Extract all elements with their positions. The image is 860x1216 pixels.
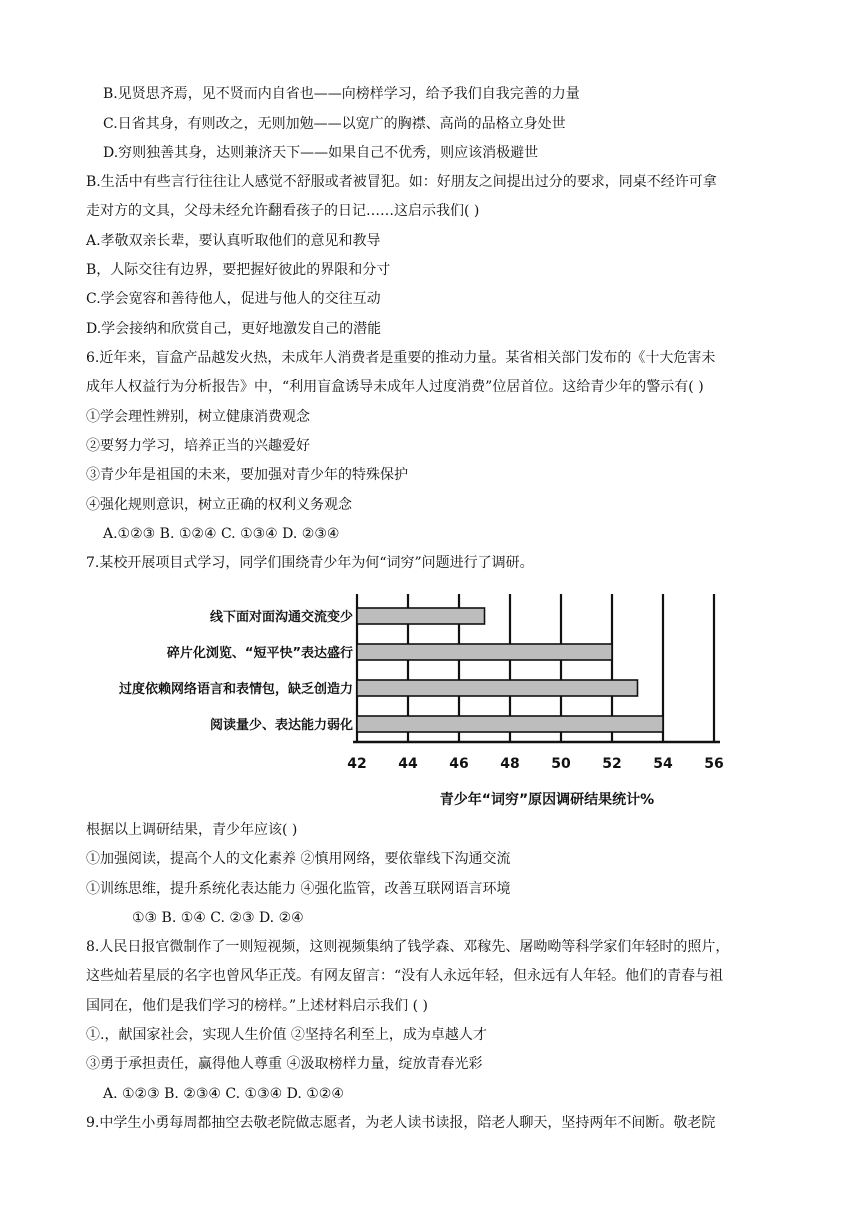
bar-chart-svg bbox=[92, 586, 736, 814]
x-tick-label: 52 bbox=[602, 756, 622, 772]
q6-item-3: ③青少年是祖国的未来，要加强对青少年的特殊保护 bbox=[86, 467, 408, 483]
q5-option-d: D.学会接纳和欣赏自己，更好地激发自己的潜能 bbox=[86, 321, 382, 337]
q6-options: A.①②③ B. ①②④ C. ①③④ D. ②③④ bbox=[103, 526, 340, 542]
category-label: 碎片化浏览、“短平快”表达盛行 bbox=[166, 646, 353, 661]
q5-option-a: A.孝敬双亲长辈，要认真听取他们的意见和教导 bbox=[86, 233, 381, 249]
x-tick-label: 56 bbox=[704, 756, 724, 772]
q6-stem-1: 6.近年来，盲盒产品越发火热，未成年人消费者是重要的推动力量。某省相关部门发布的《十大危害未 bbox=[86, 350, 716, 366]
q5-option-b: B，人际交往有边界，要把握好彼此的界限和分寸 bbox=[86, 262, 391, 278]
q6-stem-2: 成年人权益行为分析报告》中，“利用盲盒诱导未成年人过度消费”位居首位。这给青少年的警示有( ) bbox=[86, 379, 704, 395]
q7-stem: 7.某校开展项目式学习，同学们围绕青少年为何“词穷”问题进行了调研。 bbox=[86, 555, 534, 571]
bar bbox=[357, 716, 663, 732]
q8-item-34: ③勇于承担责任，赢得他人尊重 ④汲取榜样力量，绽放青春光彩 bbox=[86, 1056, 483, 1072]
q4-option-b: B.见贤思齐焉，见不贤而内自省也——向榜样学习，给予我们自我完善的力量 bbox=[103, 86, 580, 102]
q5-stem-2: 走对方的文具，父母未经允许翻看孩子的日记……这启示我们( ) bbox=[86, 203, 480, 219]
q7-followup: 根据以上调研结果，青少年应该( ) bbox=[86, 822, 298, 838]
bar bbox=[357, 680, 638, 696]
x-tick-label: 50 bbox=[551, 756, 571, 772]
q5-option-c: C.学会宽容和善待他人，促进与他人的交往互动 bbox=[86, 291, 381, 307]
x-tick-label: 48 bbox=[500, 756, 520, 772]
category-label: 过度依赖网络语言和表情包，缺乏创造力 bbox=[118, 682, 353, 697]
bar bbox=[357, 644, 612, 660]
q6-item-2: ②要努力学习，培养正当的兴趣爱好 bbox=[86, 438, 310, 454]
x-tick-label: 44 bbox=[398, 756, 418, 772]
q7-item-34: ①训练思维，提升系统化表达能力 ④强化监管，改善互联网语言环境 bbox=[86, 881, 511, 897]
q4-option-c: C.日省其身，有则改之，无则加勉——以宽广的胸襟、高尚的品格立身处世 bbox=[103, 116, 566, 132]
x-tick-label: 42 bbox=[347, 756, 367, 772]
q6-item-4: ④强化规则意识，树立正确的权利义务观念 bbox=[86, 497, 352, 513]
q8-stem-3: 国同在，他们是我们学习的榜样。”上述材料启示我们 ( ) bbox=[86, 998, 428, 1014]
chart-title: 青少年“词穷”原因调研结果统计% bbox=[439, 792, 655, 808]
bar-chart bbox=[92, 586, 736, 814]
x-tick-label: 54 bbox=[653, 756, 673, 772]
q8-options: A. ①②③ B. ②③④ C. ①③④ D. ①②④ bbox=[103, 1086, 344, 1102]
q9-stem-1: 9.中学生小勇每周都抽空去敬老院做志愿者，为老人读书读报，陪老人聊天，坚持两年不间断。敬老院 bbox=[86, 1115, 716, 1131]
category-label: 线下面对面沟通交流变少 bbox=[209, 610, 353, 625]
bar bbox=[357, 608, 485, 624]
q8-stem-1: 8.人民日报官微制作了一则短视频，这则视频集纳了钱学森、邓稼先、屠呦呦等科学家们年轻时的照片， bbox=[86, 939, 730, 955]
q8-item-12: ①.，献国家社会，实现人生价值 ②坚持名利至上，成为卓越人才 bbox=[86, 1027, 487, 1043]
category-label: 阅读量少、表达能力弱化 bbox=[209, 718, 353, 733]
q7-item-12: ①加强阅读，提高个人的文化素养 ②慎用网络，要依靠线下沟通交流 bbox=[86, 851, 511, 867]
q6-item-1: ①学会理性辨别，树立健康消费观念 bbox=[86, 409, 310, 425]
q7-options: ①③ B. ①④ C. ②③ D. ②④ bbox=[132, 910, 304, 926]
x-tick-label: 46 bbox=[449, 756, 469, 772]
q5-stem-1: B.生活中有些言行往往让人感觉不舒服或者被冒犯。如：好朋友之间提出过分的要求，同桌不经许可拿 bbox=[86, 174, 717, 190]
q8-stem-2: 这些灿若星辰的名字也曾风华正茂。有网友留言：“没有人永远年轻，但永远有人年轻。他们的青春与祖 bbox=[86, 968, 724, 984]
q4-option-d: D.穷则独善其身，达则兼济天下——如果自己不优秀，则应该消极避世 bbox=[103, 145, 539, 161]
